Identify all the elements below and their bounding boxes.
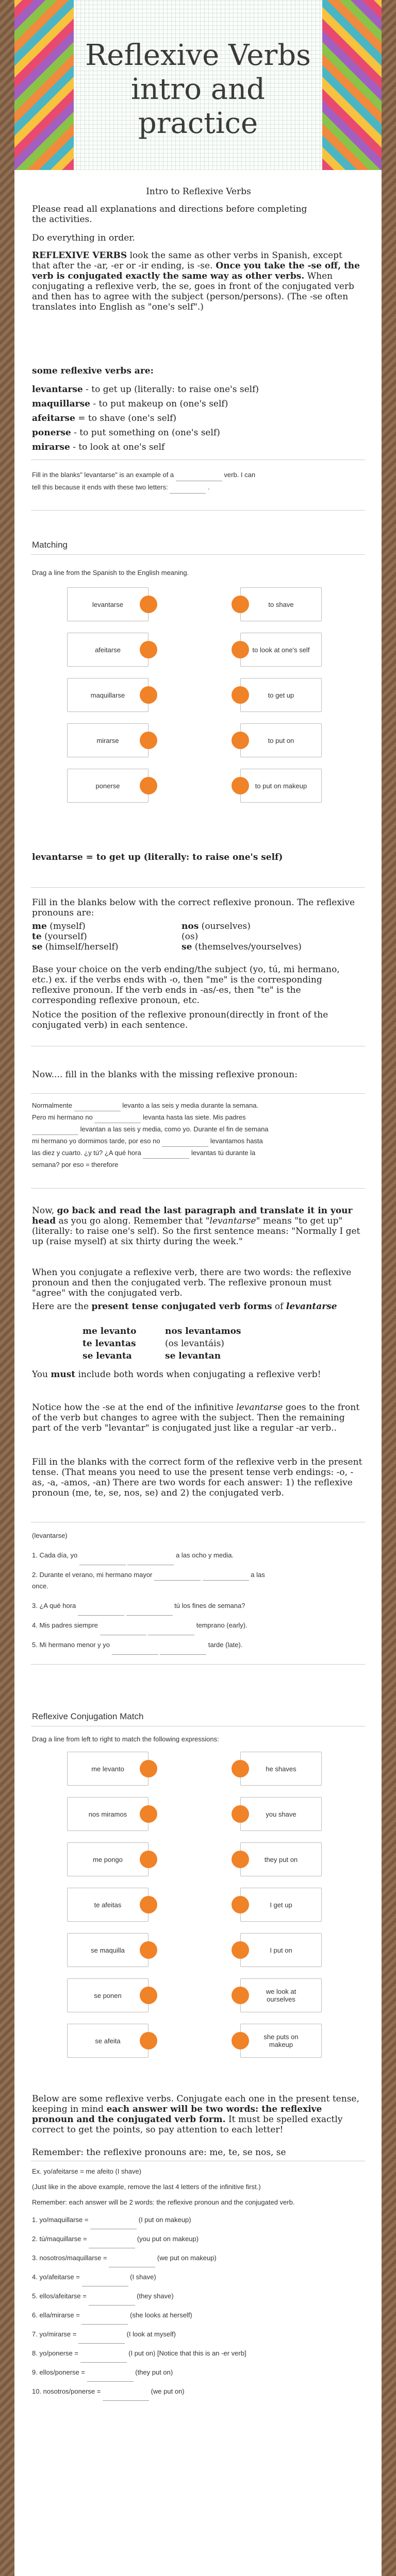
example-line: Ex. yo/afeitarse = me afeito (I shave)	[32, 2167, 142, 2175]
match-right-card[interactable]: to get up	[240, 678, 322, 712]
pronoun-position-note: Notice the position of the reflexive pronoun(directly in front of the conjugated verb) in each sentence.	[32, 1010, 328, 1030]
blank-field[interactable]	[143, 1151, 189, 1159]
pronoun-row: se (himself/herself) se (themselves/yourselves)	[32, 942, 302, 952]
match-handle[interactable]	[232, 777, 249, 794]
matching-heading: Matching	[32, 540, 68, 550]
answer-field[interactable]	[80, 2355, 127, 2363]
match-handle[interactable]	[140, 777, 157, 794]
verb-tag: (levantarse)	[32, 1532, 68, 1539]
fill-blank-intro: Fill in the blanks" levantarse" is an example of a verb. I can tell this because it ends with these two letters: .	[32, 469, 362, 494]
match-handle[interactable]	[140, 641, 157, 658]
conj-left-card[interactable]: se ponen	[67, 1978, 148, 2012]
divider	[31, 554, 365, 555]
conjugation-row: me levanto nos levantamos	[82, 1326, 241, 1336]
pronouns-instruction: Fill in the blanks below with the correct reflexive pronoun. The reflexive pronouns are:	[32, 897, 355, 918]
blank-field[interactable]	[160, 1647, 206, 1655]
conjugation-row: te levantas (os levantáis)	[82, 1338, 224, 1349]
match-handle[interactable]	[140, 1896, 157, 1913]
blank-field[interactable]	[112, 1647, 158, 1655]
blank-field[interactable]	[32, 1127, 78, 1135]
example-item: afeitarse = to shave (one's self)	[32, 413, 177, 423]
conj-right-card[interactable]: I put on	[240, 1933, 322, 1967]
blank-field[interactable]	[148, 1628, 194, 1635]
two-words-note: When you conjugate a reflexive verb, there are two words: the reflexive pronoun and then the conjugated verb. The reflexive pronoun must "agree" with the conjugated verb.	[32, 1267, 352, 1298]
blank-field[interactable]	[79, 1557, 126, 1565]
intro-p1: look the same as other verbs in Spanish, except that after the -ar, -er or -ir ending, is -se.	[32, 250, 342, 271]
conjugation-item: 4. yo/afeitarse = (I shave)	[32, 2267, 362, 2286]
example-item: mirarse - to look at one's self	[32, 442, 165, 452]
blank-field[interactable]	[154, 1573, 201, 1581]
pronoun-explanation: Base your choice on the verb ending/the subject (yo, tú, mi hermano, etc.) ex. if the verbs ends with -o, then "me" is the corresponding reflexive pronoun. If the verb ends in -as/-es, then "te" is the corresponding reflexive pronoun, etc.	[32, 964, 340, 1006]
conj-right-card[interactable]: she puts on makeup	[240, 2024, 322, 2058]
conjugation-table	[82, 1325, 299, 1362]
matching-instruction: Drag a line from the Spanish to the English meaning.	[32, 569, 189, 577]
match-handle[interactable]	[140, 596, 157, 613]
blank-field[interactable]	[78, 1608, 124, 1616]
match-right-card[interactable]: to look at one's self	[240, 633, 322, 667]
intro-p1-bold: Once you take the -se off, the verb is conjugated exactly the same way as other verbs.	[32, 261, 360, 281]
conjugation-row: se levanta se levantan	[82, 1351, 221, 1361]
conj-right-card[interactable]: we look at ourselves	[240, 1978, 322, 2012]
blank-field[interactable]	[170, 486, 206, 494]
example-item: ponerse - to put something on (one's self)	[32, 428, 220, 438]
answer-field[interactable]	[109, 2260, 155, 2267]
conj-right-card[interactable]: he shaves	[240, 1752, 322, 1786]
chevron-decoration-left	[14, 0, 74, 170]
conjugation-item: 5. ellos/afeitarse = (they shave)	[32, 2286, 362, 2306]
match-left-card[interactable]: mirarse	[67, 723, 148, 757]
match-handle[interactable]	[232, 1896, 249, 1913]
intro-line2: Do everything in order.	[32, 233, 135, 243]
instruction-line: Remember: each answer will be 2 words: the reflexive pronoun and the conjugated verb.	[32, 2198, 295, 2206]
se-position-note: Notice how the -se at the end of the infinitive levantarse goes to the front of the verb but changes to agree with the subject. Then the remaining part of the verb "levantar" is conjugated just like a regular -ar verb..	[32, 1402, 360, 1433]
match-handle[interactable]	[140, 1805, 157, 1823]
conj-left-card[interactable]: me pongo	[67, 1842, 148, 1876]
present-tense-instruction: Fill in the blanks with the correct form of the reflexive verb in the present tense. (That means you need to use the present tense verb endings: -o, -as, -a, -amos, -an) There are two words for each answer: 1) the reflexive pronoun (me, te, se, nos, se) and 2) the conjugated verb.	[32, 1457, 362, 1498]
intro-p2: When conjugating a reflexive verb, the se, goes in front of the conjugated verb and then has to agree with the subject (person/persons). (The -se often translates into English as "one's self".)	[32, 271, 354, 312]
conjugation-item: 6. ella/mirarse = (she looks at herself)	[32, 2306, 362, 2325]
match-handle[interactable]	[140, 1941, 157, 1959]
match-handle[interactable]	[232, 732, 249, 749]
match-handle[interactable]	[140, 1851, 157, 1868]
examples-heading: some reflexive verbs are:	[32, 366, 154, 376]
blank-field[interactable]	[162, 1139, 208, 1147]
match-handle[interactable]	[232, 1805, 249, 1823]
now-heading: Now.... fill in the blanks with the missing reflexive pronoun:	[32, 1070, 298, 1080]
divider	[31, 510, 365, 511]
conj-match-heading: Reflexive Conjugation Match	[32, 1711, 144, 1721]
chevron-decoration-right	[322, 0, 382, 170]
answer-field[interactable]	[103, 2393, 149, 2401]
conjugation-item: 10. nosotros/ponerse = (we put on)	[32, 2382, 362, 2401]
answer-field[interactable]	[89, 2298, 135, 2306]
blank-field[interactable]	[74, 1104, 121, 1111]
match-left-card[interactable]: levantarse	[67, 587, 148, 621]
match-handle[interactable]	[232, 1987, 249, 2004]
examples-list	[32, 382, 362, 454]
match-right-card[interactable]: to put on	[240, 723, 322, 757]
answer-field[interactable]	[90, 2222, 137, 2229]
conj-match-instruction: Drag a line from left to right to match the following expressions:	[32, 1735, 219, 1743]
conj-left-card[interactable]: nos miramos	[67, 1797, 148, 1831]
pronoun-reminder: Remember: the reflexive pronouns are: me, te, se nos, se	[32, 2147, 286, 2158]
match-handle[interactable]	[140, 1760, 157, 1777]
divider	[31, 1664, 365, 1665]
match-handle[interactable]	[232, 1760, 249, 1777]
match-left-card[interactable]: afeitarse	[67, 633, 148, 667]
conjugation-item: 2. tú/maquillarse = (you put on makeup)	[32, 2229, 362, 2248]
levantarse-heading: levantarse = to get up (literally: to raise one's self)	[32, 852, 283, 862]
conjugation-item: 7. yo/mirarse = (I look at myself)	[32, 2325, 362, 2344]
match-handle[interactable]	[140, 686, 157, 704]
intro-paragraph	[32, 250, 362, 312]
answer-field[interactable]	[78, 2336, 125, 2344]
page-title: Reflexive Verbs intro and practice	[85, 39, 311, 140]
blank-field[interactable]	[127, 1557, 174, 1565]
match-handle[interactable]	[140, 732, 157, 749]
conjugation-item: 1. yo/maquillarse = (I put on makeup)	[32, 2210, 362, 2229]
match-handle[interactable]	[232, 686, 249, 704]
match-right-card[interactable]: to shave	[240, 587, 322, 621]
match-right-card[interactable]: to put on makeup	[240, 769, 322, 803]
left-border	[0, 0, 14, 2576]
blank-field[interactable]	[203, 1573, 249, 1581]
conjugation-item: 3. nosotros/maquillarse = (we put on makeup)	[32, 2248, 362, 2267]
match-left-card[interactable]: ponerse	[67, 769, 148, 803]
conj-left-card[interactable]: se maquilla	[67, 1933, 148, 1967]
answer-field[interactable]	[89, 2241, 135, 2248]
must-include-note: You must include both words when conjugating a reflexive verb!	[32, 1369, 321, 1380]
pronoun-table	[32, 921, 362, 952]
final-exercise	[32, 2166, 362, 2401]
divider	[31, 1093, 365, 1094]
intro-heading: Intro to Reflexive Verbs	[146, 187, 251, 197]
conjugation-item: 9. ellos/ponerse = (they put on)	[32, 2363, 362, 2382]
conj-right-card[interactable]: they put on	[240, 1842, 322, 1876]
answer-field[interactable]	[81, 2317, 128, 2325]
example-item: levantarse - to get up (literally: to raise one's self)	[32, 384, 259, 395]
blank-field[interactable]	[94, 1115, 141, 1123]
conj-right-card[interactable]: I get up	[240, 1888, 322, 1922]
match-handle[interactable]	[232, 596, 249, 613]
match-handle[interactable]	[232, 2032, 249, 2049]
match-handle[interactable]	[140, 1987, 157, 2004]
conjugation-item: 8. yo/ponerse = (I put on) [Notice that this is an -er verb]	[32, 2344, 362, 2363]
blank-field[interactable]	[126, 1608, 173, 1616]
pronoun-row: me (myself) nos (ourselves)	[32, 921, 251, 931]
match-handle[interactable]	[232, 641, 249, 658]
conj-left-card[interactable]: se afeita	[67, 2024, 148, 2058]
match-left-card[interactable]: maquillarse	[67, 678, 148, 712]
conjugation-heading: Here are the present tense conjugated verb forms of levantarse	[32, 1301, 337, 1312]
translate-paragraph: Now, go back and read the last paragraph and translate it in your head as you go along. Remember that "levantarse" means "to get up" (literally: to raise one's self). So the first sentence means: "Normally I get up (raise myself) at six thirty during the week."	[32, 1206, 360, 1247]
match-handle[interactable]	[140, 2032, 157, 2049]
sentence-exercise: (levantarse) 1. Cada día, yo a las ocho y media. 2. Durante el verano, mi hermano mayor a las once. 3. ¿A qué hora tú los fines de semana? 4. Mis padres siempre temprano (early). 5. Mi hermano menor y yo tarde (late).	[32, 1526, 365, 1655]
reflexive-verbs-term: REFLEXIVE VERBS	[32, 250, 127, 261]
final-instruction: Below are some reflexive verbs. Conjugate each one in the present tense, keeping in mind each answer will be two words: the reflexive pronoun and the conjugated verb form. It must be spelled exactly correct to get the points, so pay attention to each letter!	[32, 2094, 359, 2135]
intro-line1: Please read all explanations and directions before completing the activities.	[32, 204, 307, 225]
answer-field[interactable]	[82, 2279, 128, 2286]
divider	[31, 887, 365, 888]
blank-field[interactable]	[176, 473, 222, 481]
conj-right-card[interactable]: you shave	[240, 1797, 322, 1831]
match-handle[interactable]	[232, 1851, 249, 1868]
right-border	[382, 0, 396, 2576]
now-paragraph: Normalmente levanto a las seis y media durante la semana. Pero mi hermano no levanta hasta las siete. Mis padres levantan a las seis y media, como yo. Durante el fin de semana mi hermano yo dormimos tarde, por eso no levantamos hasta las diez y cuarto. ¿y tú? ¿A qué hora levantas tú durante la semana? por eso = therefore	[32, 1101, 269, 1168]
pronoun-row: te (yourself) (os)	[32, 931, 199, 942]
conj-left-card[interactable]: te afeitas	[67, 1888, 148, 1922]
example-item: maquillarse - to put makeup on (one's self)	[32, 399, 228, 409]
blank-field[interactable]	[100, 1628, 146, 1635]
conj-left-card[interactable]: me levanto	[67, 1752, 148, 1786]
instruction-line: (Just like in the above example, remove the last 4 letters of the infinitive first.)	[32, 2183, 261, 2191]
answer-field[interactable]	[87, 2374, 134, 2382]
match-handle[interactable]	[232, 1941, 249, 1959]
divider	[31, 1188, 365, 1189]
